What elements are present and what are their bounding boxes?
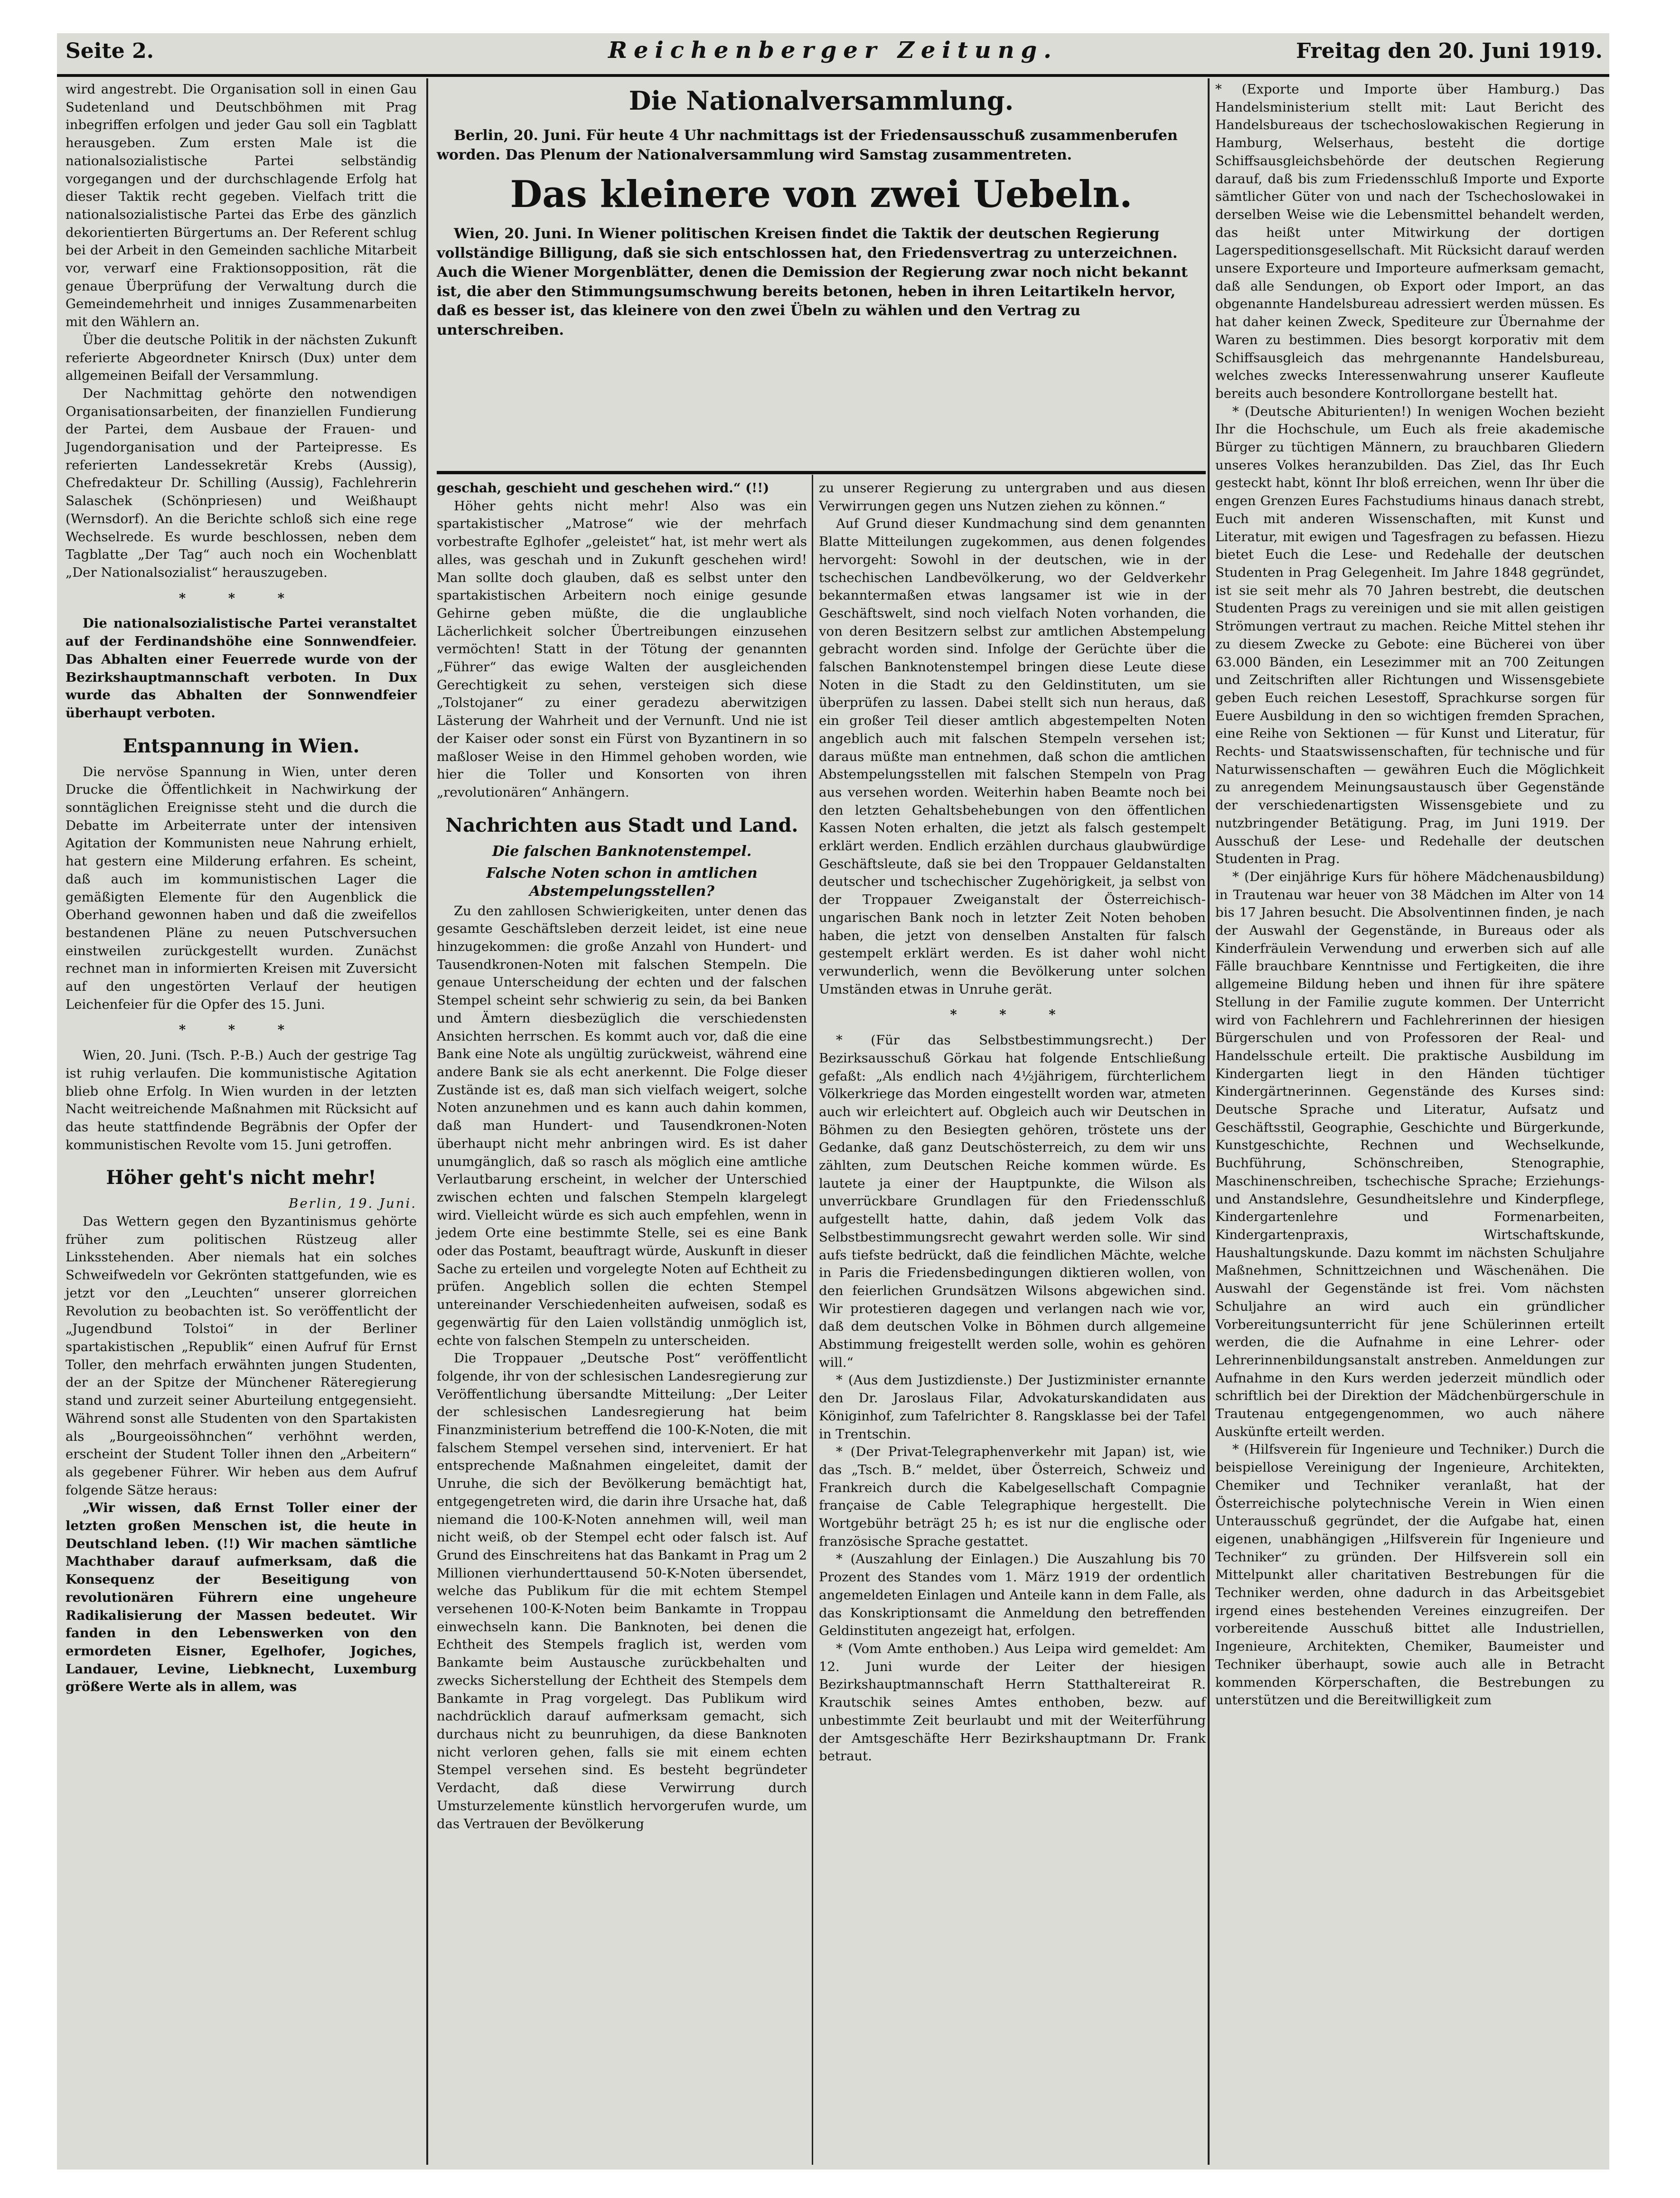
news-text: Wien, 20. Juni. In Wiener politischen Kreisen findet die Taktik der deutschen Regierung vollständige Billigung, daß sie sich entschlossen hat, den Friedensvertrag zu unterzeichnen. Auch die Wiener Morgenblätter, denen die Demission der Regierung zwar noch nicht bekannt ist, die aber den Stimmungsumschwung bereits betonen, heben in ihren Leitartikeln hervor, daß es besser ist, das kleinere von den zwei Übeln zu wählen und den Vertrag zu unterschreiben. <box>437 225 1188 338</box>
lead-news-block <box>437 81 1206 468</box>
headline-wien: Entspannung in Wien. <box>122 734 360 757</box>
subheadline-banknoten: Die falschen Banknotenstempel. <box>492 843 752 860</box>
news-item: * (Aus dem Justizdienste.) Der Justizminister ernannte den Dr. Jaroslaus Filar, Advokaturskandidaten aus Königinhof, zum Tafelrichter 8. Rangsklasse bei der Tafel in Trentschin. <box>819 1372 1206 1442</box>
article-paragraph: Die nervöse Spannung in Wien, unter deren Drucke die Öffentlichkeit in Nachwirkung der sonntäglichen Ereignisse steht und die durch die Debatte im Arbeiterrate unter der intensiven Agitation der Kommunisten neue Nahrung erhielt, hat gestern eine Milderung erfahren. Es scheint, daß auch im kommunistischen Lager die gemäßigten Elemente für den Augenblick die Oberhand gewonnen haben und daß die zweifellos bestandenen Pläne zu neuen Putschversuchen einstweilen zurückgestellt wurden. Zunächst rechnet man in informierten Kreisen mit Zuversicht auf den ungestörten Verlauf der heutigen Leichenfeier für die Opfer des 15. Juni. <box>66 764 417 1012</box>
article-paragraph: Die nationalsozialistische Partei veranstaltet auf der Ferdinandshöhe eine Sonnwendfeier. Das Abhalten einer Feuerrede wurde von der Bezirkshauptmannschaft verboten. In Dux wurde das Abhalten der Sonnwendfeier überhaupt verboten. <box>66 616 417 721</box>
column-1 <box>66 81 417 2162</box>
newspaper-title: Reichenberger Zeitung. <box>608 37 1058 64</box>
headline-hoeher: Höher geht's nicht mehr! <box>106 1166 376 1189</box>
article-paragraph: Das Wettern gegen den Byzantinismus gehörte früher zum politischen Rüstzeug aller Linksstehenden. Aber niemals hat ein solches Schweifwedeln vor Gekrönten stattgefunden, wie es jetzt vor den „Leuchten“ unserer glorreichen Revolution zu beobachten ist. So veröffentlicht der „Jugendbund Tolstoi“ in der Berliner spartakistischen „Republik“ einen Aufruf für Ernst Toller, den mehrfach erwähnten jungen Studenten, der an der Spitze der Münchener Räteregierung stand und zurzeit seiner Aburteilung entgegensieht. Während sonst alle Studenten von den Spartakisten als „Bourgeoissöhnchen“ verhöhnt werden, erscheint der Student Toller ihnen den „Arbeitern“ als gegebener Führer. Wir heben aus dem Aufruf folgende Sätze heraus: <box>66 1214 417 1498</box>
article-paragraph: zu unserer Regierung zu untergraben und aus diesen Verwirrungen gegen uns Nutzen ziehen zu können.“ <box>819 480 1206 514</box>
column-2 <box>437 479 807 2162</box>
news-item: * (Vom Amte enthoben.) Aus Leipa wird gemeldet: Am 12. Juni wurde der Leiter der hiesigen Bezirkshauptmannschaft Herrn Statthaltereirat R. Krautschik seines Amtes enthoben, bezw. auf unbestimmte Zeit beurlaubt und mit der Weiterführung der Amtsgeschäfte Herr Bezirkshauptmann Dr. Frank betraut. <box>819 1641 1206 1764</box>
article-paragraph: Die Troppauer „Deutsche Post“ veröffentlicht folgende, ihr von der schlesischen Landesregierung zur Veröffentlichung übersandte Mitteilung: „Der Leiter der schlesischen Landesregierung hat beim Finanzministerium betreffend die 100-K-Noten, die mit falschem Stempel versehen sind, interveniert. Er hat entsprechende Maßnahmen eingeleitet, damit der Unruhe, die sich der Bevölkerung bemächtigt hat, entgegengetreten wird, die darin ihre Ursache hat, daß niemand die 100-K-Noten annehmen will, weil man nicht weiß, ob der Stempel echt oder falsch ist. Auf Grund des Einschreitens hat das Bankamt in Prag um 2 Millionen vierhunderttausend 50-K-Noten übersendet, welche das Publikum für die mit echtem Stempel versehenen 100-K-Noten beim Bankamte in Troppau einwechseln kann. Die Banknoten, bei denen die Echtheit des Stempels fraglich ist, werden vom Bankamte beim Austausche zurückbehalten und zwecks Sicherstellung der Echtheit des Stempels dem Bankamte in Prag vorgelegt. Das Publikum wird nachdrücklich darauf aufmerksam gemacht, sich durchaus nicht zu beunruhigen, da diese Banknoten nicht verloren gehen, falls sie mit einem echten Stempel versehen sind. Es besteht begründeter Verdacht, daß diese Verwirrung durch Umsturzelemente künstlich hervorgerufen wurde, um das Vertrauen der Bevölkerung <box>437 1351 807 1832</box>
issue-date: Freitag den 20. Juni 1919. <box>1296 39 1603 63</box>
article-paragraph: Wien, 20. Juni. (Tsch. P.-B.) Auch der gestrige Tag ist ruhig verlaufen. Die kommunistische Agitation blieb ohne Erfolg. In Wien wurden in der letzten Nacht weitreichende Maßnahmen mit Rücksicht auf das heute stattfindende Begräbnis der Opfer der kommunistischen Revolte vom 15. Juni getroffen. <box>66 1048 417 1153</box>
article-paragraph: Der Nachmittag gehörte den notwendigen Organisationsarbeiten, der finanziellen Fundierung der Partei, dem Ausbaue der Frauen- und Jugendorganisation und der Parteipresse. Es referierten Landessekretär Krebs (Aussig), Chefredakteur Dr. Schilling (Aussig), Fachlehrerin Salaschek (Schönpriesen) und Weißhaupt (Wernsdorf). An die Berichte schloß sich eine rege Wechselrede. Es wurde beschlossen, neben dem Tagblatte „Der Tag“ auch noch ein Wochenblatt „Der Nationalsozialist“ herauszugeben. <box>66 385 417 580</box>
news-item: * (Exporte und Importe über Hamburg.) Das Handelsministerium stellt mit: Laut Bericht des Handelsbureaus der tschechoslowakischen Regierung in Hamburg, Welserhaus, besteht die dortige Schiffsausgleichsbehörde der deutschen Regierung darauf, daß bis zum Friedensschluß Importe und Exporte sämtlicher Güter von und nach der Tschechoslowakei in derselben Weise wie die Lebensmittel behandelt werden, das heißt unter Mitwirkung der dortigen Lagerspeditionsgesellschaft. Mit Rücksicht darauf werden unsere Exporteure und Importeure aufmerksam gemacht, daß alle Sendungen, ob Export oder Import, an das obgenannte Handelsbureau adressiert werden müssen. Es hat daher keinen Zweck, Spediteure zur Übernahme der Waren zu bestimmen. Dies besorgt korporativ mit dem Schiffsausgleich das mehrgenannte Handelsbureau, welches zwecks Interessenwahrung unserer Kaufleute bereits auch besondere Kontrollorgane bestellt hat. <box>1215 82 1605 401</box>
subheadline-falsche-noten: Falsche Noten schon in amtlichen Abstempelungsstellen? <box>486 864 758 900</box>
masthead <box>57 33 1609 66</box>
separator: * * * <box>178 1022 304 1038</box>
article-paragraph: Auf Grund dieser Kundmachung sind dem genannten Blatte Mitteilungen zugekommen, aus denen folgendes hervorgeht: Sowohl in der deutschen, wie in der tschechischen Landbevölkerung, wo der Geldverkehr bekanntermaßen etwas langsamer ist wie in der Geschäftswelt, sind noch vielfach Noten vorhanden, die von deren Besitzern selbst zur amtlichen Abstempelung gebracht worden sind. Infolge der Gerüchte über die falschen Banknotenstempel bringen diese Leute diese Noten in die Stadt zu den Geldinstituten, um sie überprüfen zu lassen. Dabei stellt sich nun heraus, daß ein großer Teil dieser amtlich abgestempelten Noten angeblich auch mit falschen Stempeln versehen ist; daraus müßte man entnehmen, daß schon die amtlichen Abstempelungsstellen mit falschen Stempeln von Prag aus versehen worden. Weiterhin haben Beamte noch bei den letzten Gehaltsbehebungen von den öffentlichen Kassen Noten erhalten, die jetzt als falsch gestempelt erklärt werden. Endlich erzählen durchaus glaubwürdige Geschäftsleute, daß sie bei den Troppauer Geldanstalten deutscher und tschechischer Zugehörigkeit, ja selbst von der Troppauer Zweiganstalt der Österreichisch-ungarischen Bank noch in letzter Zeit Noten behoben haben, die jetzt von denselben Anstalten für falsch gestempelt erklärt werden. Es ist daher wohl nicht verwunderlich, wenn die Bevölkerung unter solchen Umständen etwas in Unruhe gerät. <box>819 516 1206 997</box>
news-item: * (Der Privat-Telegraphenverkehr mit Japan) ist, wie das „Tsch. B.“ meldet, über Österreich, Schweiz und Frankreich durch die Kabelgesellschaft Compagnie française de Cable Telegraphique hergestellt. Die Wortgebühr beträgt 25 h; es ist nur die englische oder französische Sprache gestattet. <box>819 1444 1206 1549</box>
quote-paragraph: „Wir wissen, daß Ernst Toller einer der letzten großen Menschen ist, die heute in Deutschland leben. (!!) Wir machen sämtliche Machthaber darauf aufmerksam, daß die Konsequenz der Beseitigung von revolutionären Führern eine ungeheure Radikalisierung der Massen bedeutet. Wir fanden in den Lebenswerken von den ermordeten Eisner, Egelhofer, Jogiches, Landauer, Levine, Liebknecht, Luxemburg größere Werte als in allem, was <box>66 1500 417 1695</box>
separator: * * * <box>178 590 304 606</box>
column-divider <box>426 78 428 2165</box>
page-number: Seite 2. <box>66 39 154 63</box>
news-text: Berlin, 20. Juni. Für heute 4 Uhr nachmittags ist der Friedensausschuß zusammenberufen worden. Das Plenum der Nationalversammlung wird Samstag zusammentreten. <box>437 127 1178 163</box>
news-item: * (Der einjährige Kurs für höhere Mädchenausbildung) in Trautenau war heuer von 38 Mädchen im Alter von 14 bis 17 Jahren besucht. Die Absolventinnen finden, je nach der Auswahl der Gegenstände, in Bureaus oder als Kinderfräulein Verwendung und erwerben sich auf alle Fälle brauchbare Kenntnisse und Fertigkeiten, die ihre allgemeine Bildung heben und ihnen für ihre spätere Stellung in der Familie zugute kommen. Der Unterricht wird von Fachlehrern und Fachlehrerinnen der hiesigen Bürgerschulen und von Professoren der Real- und Handelsschule erteilt. Die praktische Ausbildung im Kindergarten liegt in den Händen tüchtiger Kindergärtnerinnen. Gegenstände des Kurses sind: Deutsche Sprache und Literatur, Aufsatz und Geschäftsstil, Geographie, Geschichte und Bürgerkunde, Kunstgeschichte, Rechnen und Wechselkunde, Buchführung, Schönschreiben, Stenographie, Maschinenschreiben, tschechische Sprache; Erziehungs- und Anstandslehre, Gesundheitslehre und Kinderpflege, Kindergartenlehre und Formenarbeiten, Kindergartenpraxis, Wirtschaftskunde, Haushaltungskunde. Dazu kommt im nächsten Schuljahre Maßnehmen, Schnittzeichnen und Wäschenähen. Die Auswahl der Gegenstände ist frei. Vom nächsten Schuljahre an wird auch ein gründlicher Vorbereitungsunterricht für jene Schülerinnen erteilt werden, die die Aufnahme in eine Lehrer- oder Lehrerinnenbildungsanstalt anstreben. Anmeldungen zur Aufnahme in den Kurs werden jederzeit mündlich oder schriftlich bei der Direktion der Mädchenbürgerschule in Trautenau entgegengenommen, wo auch nähere Auskünfte erteilt werden. <box>1215 869 1605 1439</box>
news-item: * (Für das Selbstbestimmungsrecht.) Der Bezirksausschuß Görkau hat folgende Entschließung gefaßt: „Als endlich nach 4½jährigem, fürchterlichem Völkerkriege das Morden eingestellt worden war, atmeten auch wir erleichtert auf. Obgleich auch wir Deutschen in Böhmen zu den Besiegten gehören, tröstete uns der Gedanke, daß ganz Deutschösterreich, zu dem wir uns zählten, zum Deutschen Reiche kommen würde. Es lautete ja einer der Hauptpunkte, die Wilson als unverrückbare Grundlagen für den Friedensschluß aufgestellt hatte, dahin, daß jedem Volk das Selbstbestimmungsrecht gewahrt werden solle. Wir sind aufs tiefste bedrückt, daß die feindlichen Mächte, welche in Paris die Friedensbedingungen diktieren wollen, von den feierlichen Grundsätzen Wilsons abgewichen sind. Wir protestieren dagegen und verlangen nach wie vor, daß dem deutschen Volke in Böhmen durch allgemeine Abstimmung freigestellt werden solle, wohin es gehören will.“ <box>819 1033 1206 1370</box>
news-item: * (Auszahlung der Einlagen.) Die Auszahlung bis 70 Prozent des Standes vom 1. März 1919 der ordentlich angemeldeten Einlagen und Anteile kann in dem Falle, als das Konskriptionsamt die Anmeldung den betreffenden Geldinstituten angezeigt hat, erfolgen. <box>819 1551 1206 1639</box>
newspaper-page <box>57 33 1609 2170</box>
headline-kleinere-uebel: Das kleinere von zwei Uebeln. <box>510 173 1133 216</box>
column-divider <box>812 475 813 2165</box>
masthead-rule <box>57 74 1609 77</box>
headline-nachrichten: Nachrichten aus Stadt und Land. <box>445 814 798 836</box>
section-rule <box>437 471 1206 474</box>
dateline: Berlin, 19. Juni. <box>289 1196 417 1212</box>
article-paragraph: Zu den zahllosen Schwierigkeiten, unter denen das gesamte Geschäftsleben derzeit leidet, ist eine neue hinzugekommen: die große Anzahl von Hundert- und Tausendkronen-Noten mit falschen Stempeln. Die genaue Unterscheidung der echten und der falschen Stempel scheint sehr schwierig zu sein, da bei Banken und Ämtern diesbezüglich die verschiedensten Ansichten herrschen. Es kommt auch vor, daß die eine Bank eine Note als ungültig zurückweist, während eine andere Bank sie als echt anerkennt. Die Folge dieser Zustände ist es, daß man sich vielfach weigert, solche Noten anzunehmen und es kann auch dahin kommen, daß man Hundert- und Tausendkronen-Noten überhaupt nicht mehr anbringen wird. Es ist daher unumgänglich, daß so rasch als möglich eine amtliche Verlautbarung erscheint, in welcher der Unterschied zwischen echten und falschen Stempeln klargelegt wird. Vielleicht würde es sich auch empfehlen, wenn in jedem Orte eine bestimmte Stelle, sei es eine Bank oder das Postamt, beauftragt würde, Auskunft in dieser Sache zu erteilen und vorgelegte Noten auf Echtheit zu prüfen. Angeblich sollen die echten Stempel untereinander Verschiedenheiten aufweisen, sodaß es gegenwärtig für den Laien vollständig unmöglich ist, echte von falschen Stempeln zu unterscheiden. <box>437 903 807 1348</box>
news-item: * (Hilfsverein für Ingenieure und Techniker.) Durch die beispiellose Vereinigung der Ingenieure, Architekten, Chemiker und Techniker veranlaßt, hat der Österreichische polytechnische Verein in Wien einen Unterausschuß gegründet, der die Aufgabe hat, einen eigenen, unabhängigen „Hilfsverein für Ingenieure und Techniker“ zu gründen. Der Hilfsverein soll ein Mittelpunkt aller charitativen Bestrebungen für die Techniker werden, ohne dadurch in das Arbeitsgebiet irgend eines bestehenden Vereines einzugreifen. Der vorbereitende Ausschuß bittet alle Industriellen, Ingenieure, Architekten, Chemiker, Baumeister und Techniker überhaupt, sowie auch alle in Betracht kommenden Körperschaften, die Bestrebungen zu unterstützen und die Bereitwilligkeit zum <box>1215 1442 1605 1708</box>
quote-paragraph: geschah, geschieht und geschehen wird.“ (!!) <box>437 480 770 496</box>
headline-nationalversammlung: Die Nationalversammlung. <box>629 85 1014 116</box>
article-paragraph: Höher gehts nicht mehr! Also was ein spartakistischer „Matrose“ wie der mehrfach vorbestrafte Eglhofer „geleistet“ hat, ist mehr wert als alles, was geschah und in Zukunft geschehen wird! Man sollte doch glauben, daß es selbst unter den spartakistischen Arbeitern noch einige gesunde Gehirne geben müßte, die die unglaubliche Lächerlichkeit solcher Übertreibungen einzusehen vermöchten! Statt in der Tötung der genannten „Führer“ das ewige Walten der ausgleichenden Gerechtigkeit zu sehen, versteigen sich diese „Tolstojaner“ zu einer geradezu aberwitzigen Lästerung der Wahrheit und der Vernunft. Und nie ist der Kaiser oder sonst ein Fürst von Byzantinern in so maßloser Weise in den Himmel gehoben worden, wie hier die Toller und Konsorten von ihren „revolutionären“ Anhängern. <box>437 498 807 800</box>
column-divider <box>1208 78 1210 2165</box>
news-item: * (Deutsche Abiturienten!) In wenigen Wochen bezieht Ihr die Hochschule, um Euch als freie akademische Bürger zu tüchtigen Männern, zu brauchbaren Gliedern unseres Volkes heranzubilden. Das Ziel, das Ihr Euch gesteckt habt, könnt Ihr bloß erreichen, wenn Ihr über die engen Grenzen Eures Fachstudiums hinaus danach strebt, Euch mit anderen Wissenschaften, mit Kunst und Literatur, mit ewigen und Tagesfragen zu befassen. Hiezu bietet Euch die Lese- und Redehalle der deutschen Studenten in Prag Gelegenheit. Im Jahre 1848 gegründet, ist sie seit mehr als 70 Jahren bestrebt, die deutschen Studenten Prags zu vereinigen und sie mit allen geistigen Strömungen vertraut zu machen. Reiche Mittel stehen ihr zu diesem Zwecke zu Gebote: eine Bücherei von über 63.000 Bänden, ein Lesezimmer mit an 700 Zeitungen und Zeitschriften aller Richtungen und Wissensgebiete geben Euch reichen Lesestoff, Sprachkurse sorgen für Euere Ausbildung in den so wichtigen fremden Sprachen, eine Reihe von Sektionen — für Kunst und Literatur, für Rechts- und Staatswissenschaften, für technische und für Naturwissenschaften — gewähren Euch die Möglichkeit zu anregendem Meinungsaustausch über Gegenstände der verschiedenartigsten Wissensgebiete und zu nutzbringender Betätigung. Prag, im Juni 1919. Der Ausschuß der Lese- und Redehalle der deutschen Studenten in Prag. <box>1215 404 1605 867</box>
article-paragraph: wird angestrebt. Die Organisation soll in einen Gau Sudetenland und Deutschböhmen mit Prag inbegriffen erfolgen und jeder Gau soll ein Tagblatt herausgeben. Zum ersten Male ist die nationalsozialistische Partei selbständig vorgegangen und der durchschlagende Erfolg hat dieser Taktik recht gegeben. Vielfach tritt die nationalsozialistische Partei das Erbe des gänzlich dekorientierten Bürgertums an. Der Referent schlug bei der Arbeit in den Gemeinden sachliche Mitarbeit vor, verwarf eine Fraktionsopposition, rät die genaue Überprüfung der Verwaltung durch die Gemeindemehrheit und inniges Zusammenarbeiten mit den Wählern an. <box>66 82 417 330</box>
column-4 <box>1215 81 1605 2162</box>
separator: * * * <box>950 1007 1075 1023</box>
column-3 <box>819 479 1206 2162</box>
article-paragraph: Über die deutsche Politik in der nächsten Zukunft referierte Abgeordneter Knirsch (Dux) unter dem allgemeinen Beifall der Versammlung. <box>66 332 417 384</box>
